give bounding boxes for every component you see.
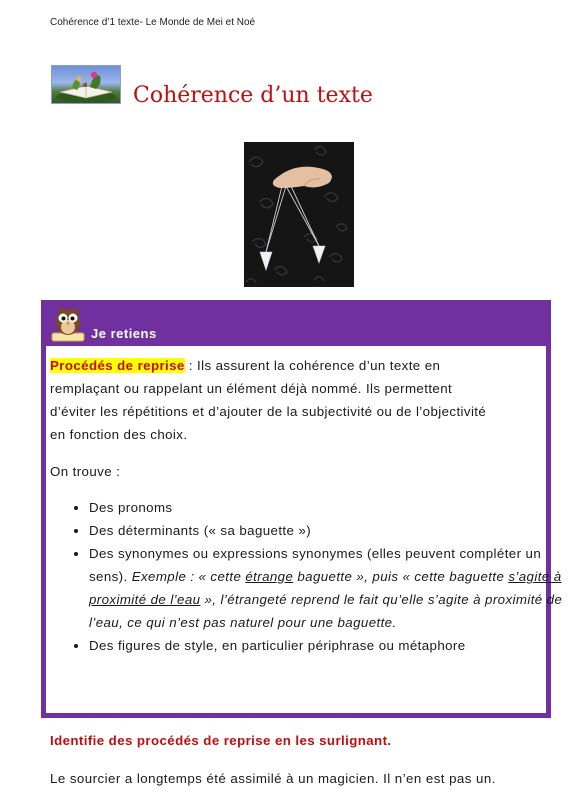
exercise-sentence: Le sourcier a longtemps été assimilé à un magicien. Il n’en est pas un.	[50, 771, 496, 786]
list-item: • Des déterminants (« sa baguette »)	[89, 519, 575, 542]
page-title: Cohérence d’un texte	[133, 83, 373, 108]
example-text: Exemple : « cette étrange baguette », puis « cette baguette s’agite à proximité de l’eau », l’étrangeté reprend le fait qu’elle s’agite à proximité de l’eau, ce qui n’est pas naturel pour une baguette.	[89, 569, 563, 630]
list-item: • Des figures de style, en particulier périphrase ou métaphore	[89, 634, 575, 657]
owl-icon	[49, 303, 87, 343]
intro-text: On trouve :	[50, 464, 121, 479]
definition-line-3: d’éviter les répétitions et d’ajouter de la subjectivité ou de l’objectivité	[50, 404, 487, 419]
pendulum-photo	[244, 142, 354, 287]
highlighted-term: Procédés de reprise	[50, 358, 185, 373]
lesson-box-body	[46, 346, 563, 713]
lesson-box-header	[41, 300, 551, 346]
book-illustration	[51, 65, 121, 104]
definition-line-2: remplaçant ou rappelant un élément déjà nommé. Ils permettent	[50, 381, 453, 396]
exercise-instruction: Identifie des procédés de reprise en les surlignant.	[50, 733, 392, 748]
definition-paragraph	[50, 354, 486, 446]
list-item: • Des pronoms	[89, 496, 575, 519]
list-item: • Des synonymes ou expressions synonymes (elles peuvent compléter un sens). Exemple : « cette étrange baguette », puis « cette baguette s’agite à proximité de l’eau », l’étrangeté reprend le fait qu’elle s’agite à proximité de l’eau, ce qui n’est pas naturel pour une baguette.	[89, 542, 575, 634]
running-header: Cohérence d’1 texte- Le Monde de Mei et Noé	[50, 17, 256, 28]
definition-line-1: : Ils assurent la cohérence d’un texte en	[184, 358, 441, 373]
box-label: Je retiens	[91, 326, 157, 341]
lesson-box	[41, 300, 563, 718]
reprise-list	[50, 496, 575, 657]
definition-line-4: en fonction des choix.	[50, 427, 188, 442]
